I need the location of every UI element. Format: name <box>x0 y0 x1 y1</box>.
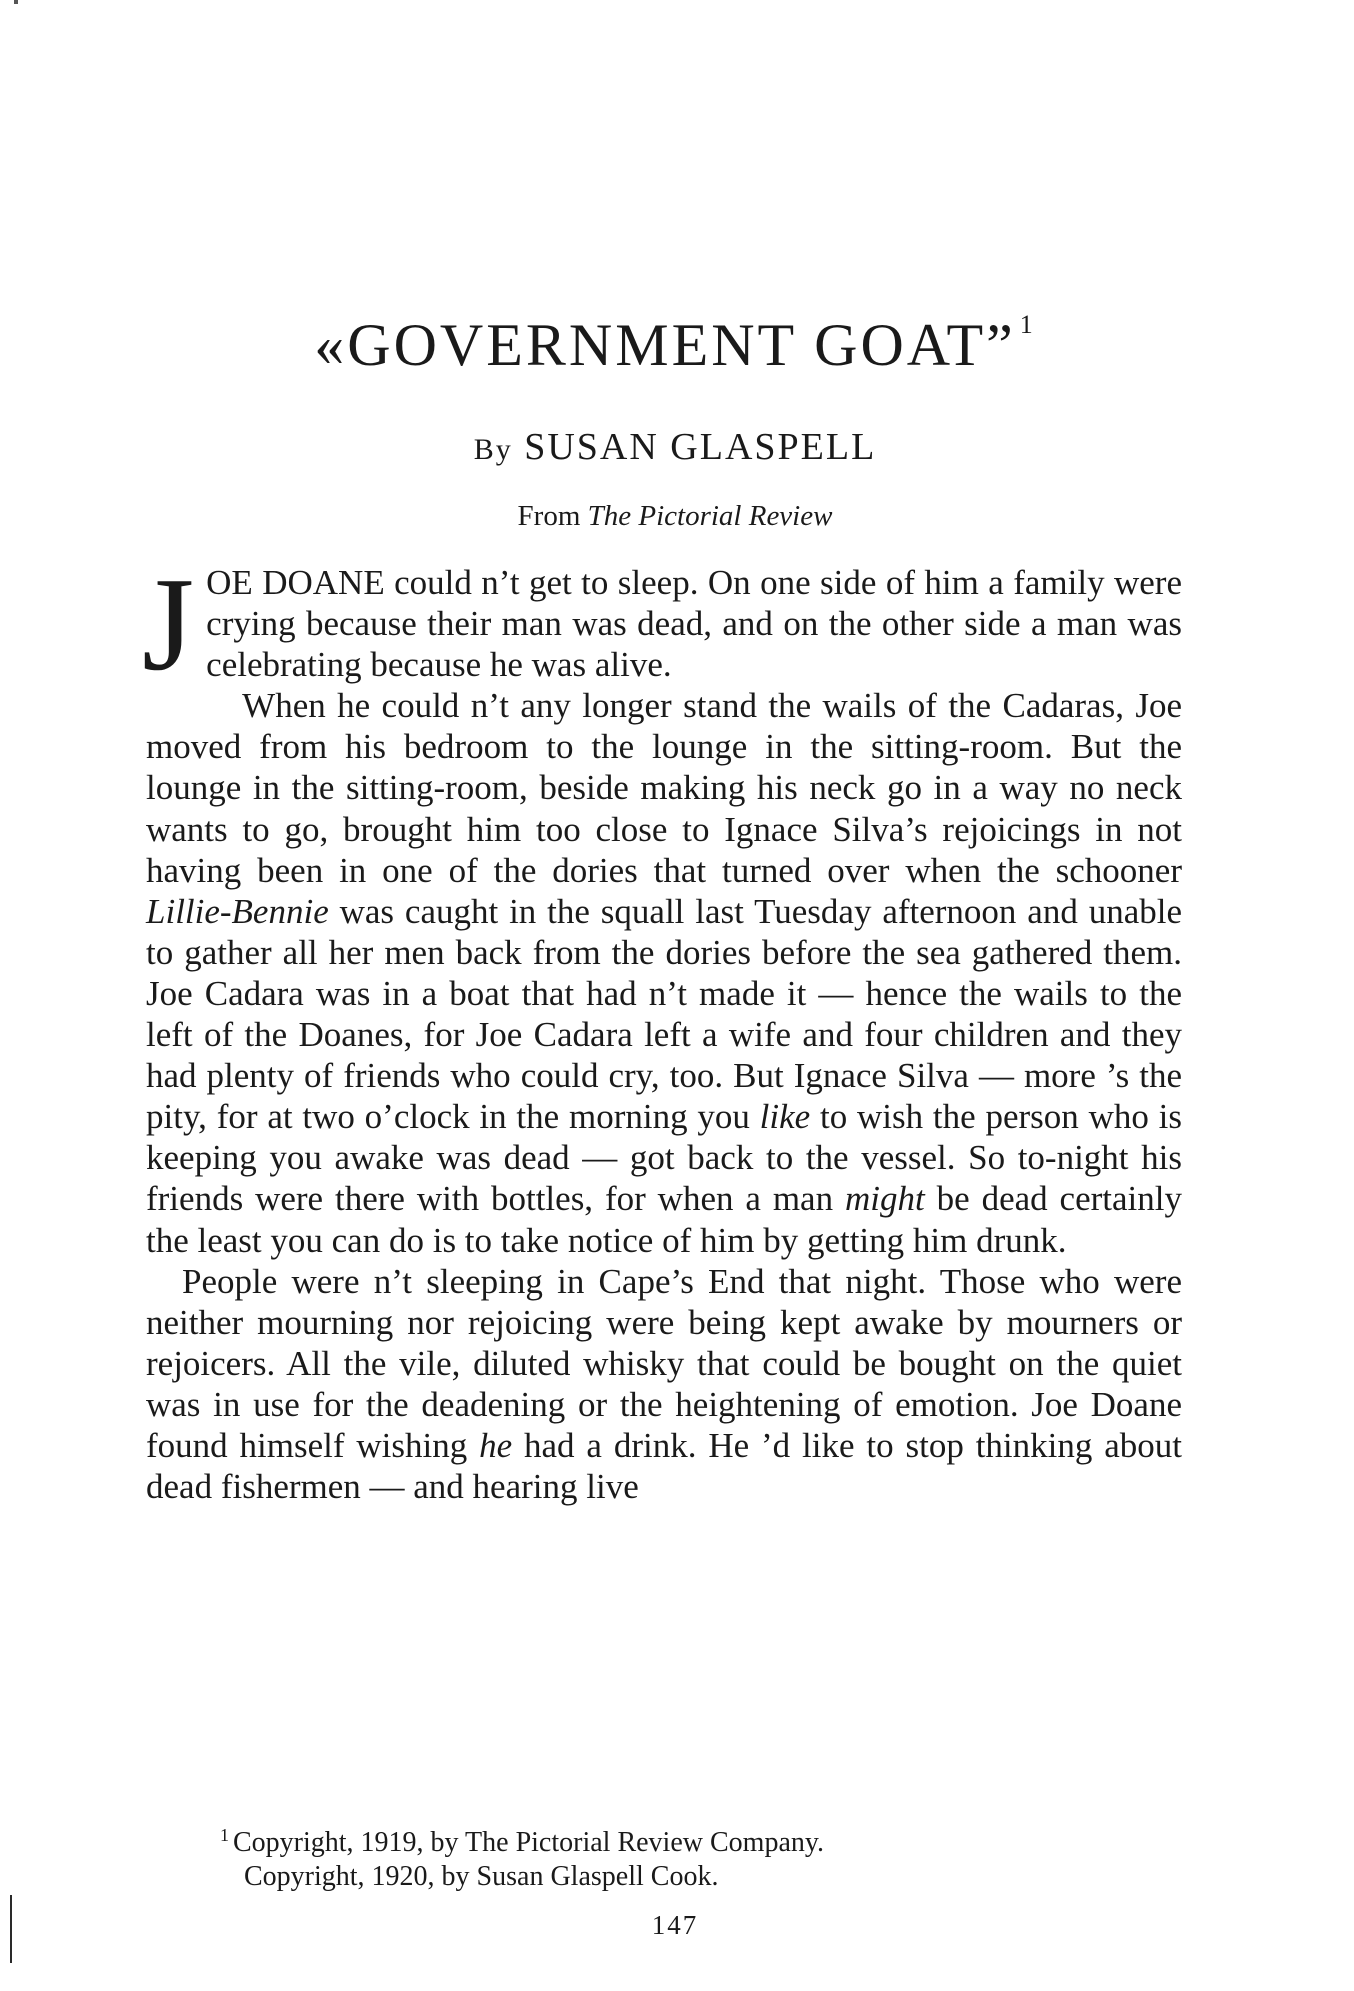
emphasis-might: might <box>845 1179 925 1219</box>
title-text: GOVERNMENT GOAT <box>347 312 987 378</box>
paragraph-2-part-c: to wish the person who is keeping you awake was dead — got back to the vessel. So to-night his friends were there with bottles, for when a man <box>146 1097 1182 1219</box>
footnote <box>220 1818 1180 1894</box>
paragraph-3-part-b: had a drink. He ’d like to stop thinking about dead fishermen — and hearing live <box>146 1425 1182 1507</box>
footnote-marker: 1 <box>220 1825 229 1845</box>
source-line <box>200 502 1150 531</box>
emphasis-he: he <box>479 1425 513 1465</box>
source-prefix: From <box>517 500 581 532</box>
paragraph-1-text: OE DOANE could n’t get to sleep. On one side of him a family were crying because their man was dead, and on the other side a man was celebrating because he was alive. <box>206 563 1182 685</box>
story-title <box>200 310 1150 378</box>
byline-by: By <box>473 433 513 466</box>
footnote-text-1: Copyright, 1919, by The Pictorial Review Company. <box>233 1827 825 1858</box>
paragraph-2 <box>146 685 1182 1260</box>
paragraph-3 <box>146 1261 1182 1508</box>
story-body <box>142 550 1182 1507</box>
byline <box>200 428 1150 466</box>
page-number: 147 <box>651 1910 699 1940</box>
vessel-name: Lillie-Bennie <box>146 891 329 931</box>
source-publication: The Pictorial Review <box>587 500 833 532</box>
emphasis-like: like <box>759 1097 811 1137</box>
paragraph-2-part-a: When he could n’t any longer stand the wails of the Cadaras, Joe moved from his bedroom to the lounge in the sitting-room. But the lounge in the sitting-room, beside making his neck go in a way no neck wants to go, brought him too close to Ignace Silva’s rejoicings in not having been in one of the dories that turned over when the schooner <box>146 686 1182 890</box>
drop-cap: J <box>142 550 195 698</box>
title-open-quote: « <box>314 312 348 378</box>
title-close-quote: ” <box>986 312 1016 378</box>
footnote-line-2: Copyright, 1920, by Susan Glaspell Cook. <box>244 1861 719 1892</box>
paragraph-3-part-a: People were n’t sleeping in Cape’s End that night. Those who were neither mourning nor rejoicing were being kept awake by mourners or rejoicers. All the vile, diluted whisky that could be bought on the quiet was in use for the deadening or the heightening of emotion. Joe Doane found himself wishing <box>146 1261 1182 1465</box>
title-footnote-ref: 1 <box>1019 310 1036 339</box>
paragraph-2-part-b: was caught in the squall last Tuesday afternoon and unable to gather all her men back from the dories before the sea gathered them. Joe Cadara was in a boat that had n’t made it — hence the wails to the left of the Doanes, for Joe Cadara left a wife and four children and they had plenty of friends who could cry, too. But Ignace Silva — more ’s the pity, for at two o’clock in the morning you <box>146 891 1182 1137</box>
byline-author: SUSAN GLASPELL <box>524 426 877 468</box>
margin-rule <box>10 1895 12 1963</box>
scan-speck <box>14 0 18 4</box>
paragraph-1 <box>142 550 1182 698</box>
footnote-line-1 <box>220 1818 1180 1860</box>
paragraph-2-part-d: be dead certainly the least you can do is to take notice of him by getting him drunk. <box>146 1179 1182 1260</box>
